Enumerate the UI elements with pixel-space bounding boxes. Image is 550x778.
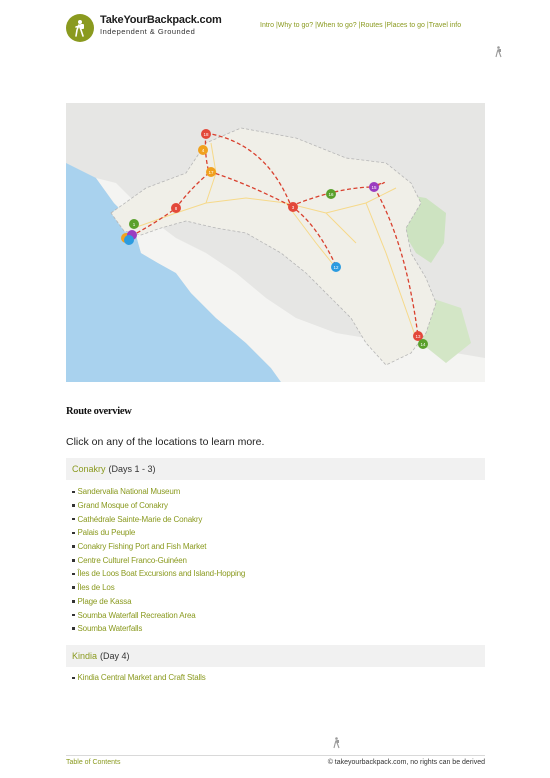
nav-separator: |	[382, 22, 387, 29]
brand-name: TakeYourBackpack.com	[100, 14, 222, 26]
table-of-contents-link[interactable]: Table of Contents	[66, 759, 121, 766]
bullet-icon	[72, 518, 75, 521]
list-item	[72, 581, 245, 595]
location-link-conakry[interactable]: Conakry	[72, 464, 106, 474]
map-marker[interactable]	[369, 182, 379, 192]
list-item	[72, 540, 245, 554]
map-marker[interactable]	[198, 145, 208, 155]
poi-link[interactable]: Centre Culturel Franco-Guinéen	[77, 555, 187, 565]
poi-list-kindia	[72, 671, 206, 685]
section-days: (Days 1 - 3)	[108, 464, 156, 474]
poi-link[interactable]: Plage de Kassa	[77, 596, 132, 606]
hiker-icon	[332, 737, 341, 749]
map-marker[interactable]	[326, 189, 336, 199]
svg-text:4: 4	[201, 148, 205, 153]
list-item	[72, 608, 245, 622]
bullet-icon	[72, 532, 75, 535]
nav-intro[interactable]: Intro	[260, 22, 275, 29]
map-marker[interactable]	[171, 203, 181, 213]
nav-separator: |	[313, 22, 317, 29]
bullet-icon	[72, 677, 75, 680]
svg-text:3: 3	[291, 205, 295, 210]
list-item	[72, 595, 245, 609]
svg-text:1: 1	[132, 222, 136, 227]
nav-separator: |	[424, 22, 429, 29]
route-intro-text: Click on any of the locations to learn more.	[66, 436, 265, 448]
map-marker[interactable]	[288, 202, 298, 212]
section-days: (Day 4)	[100, 651, 130, 661]
footer-copyright: © takeyourbackpack.com, no rights can be derived	[327, 759, 485, 766]
nav-separator: |	[274, 22, 278, 29]
svg-text:8: 8	[174, 206, 178, 211]
hiker-logo-icon	[70, 18, 90, 38]
poi-list-conakry	[72, 485, 245, 636]
map-marker[interactable]	[418, 339, 428, 349]
bullet-icon	[72, 573, 75, 576]
poi-link[interactable]: Soumba Waterfall Recreation Area	[77, 610, 196, 620]
poi-link[interactable]: Îles de Loos Boat Excursions and Island-Hopping	[77, 569, 246, 579]
list-item	[72, 622, 245, 636]
map-marker[interactable]	[331, 262, 341, 272]
poi-link[interactable]: Cathédrale Sainte-Marie de Conakry	[77, 514, 203, 524]
poi-link[interactable]: Sandervalia National Museum	[77, 487, 181, 497]
site-logo[interactable]	[66, 14, 94, 42]
svg-text:14: 14	[420, 342, 426, 347]
nav-places-to-go[interactable]: Places to go	[386, 22, 425, 29]
bullet-icon	[72, 504, 75, 507]
poi-link[interactable]: Îles de Los	[77, 583, 115, 593]
poi-link[interactable]: Grand Mosque of Conakry	[77, 501, 168, 511]
top-navigation	[260, 22, 461, 29]
bullet-icon	[72, 491, 75, 494]
map-marker[interactable]	[201, 129, 211, 139]
route-map-graphic	[66, 103, 485, 382]
list-item	[72, 526, 245, 540]
list-item	[72, 512, 245, 526]
list-item	[72, 567, 245, 581]
bullet-icon	[72, 586, 75, 589]
svg-text:12: 12	[333, 265, 339, 270]
route-overview-heading: Route overview	[66, 406, 132, 417]
brand-tagline: Independent & Grounded	[100, 27, 196, 36]
nav-routes[interactable]: Routes	[360, 22, 383, 29]
nav-why-to-go[interactable]: Why to go?	[277, 22, 314, 29]
svg-text:17: 17	[208, 170, 214, 175]
svg-text:18: 18	[203, 132, 209, 137]
bullet-icon	[72, 614, 75, 617]
poi-link[interactable]: Conakry Fishing Port and Fish Market	[77, 542, 207, 552]
poi-link[interactable]: Palais du Peuple	[77, 528, 136, 538]
section-header-conakry	[66, 458, 485, 480]
section-header-kindia	[66, 645, 485, 667]
bullet-icon	[72, 545, 75, 548]
map-marker[interactable]	[206, 167, 216, 177]
nav-when-to-go[interactable]: When to go?	[316, 22, 357, 29]
bullet-icon	[72, 559, 75, 562]
svg-text:13: 13	[415, 334, 421, 339]
list-item	[72, 485, 245, 499]
nav-separator: |	[356, 22, 361, 29]
poi-link[interactable]: Soumba Waterfalls	[77, 624, 143, 634]
footer-divider	[66, 755, 485, 756]
route-map[interactable]	[66, 103, 485, 382]
poi-link[interactable]: Kindia Central Market and Craft Stalls	[77, 673, 206, 683]
svg-text:16: 16	[328, 192, 334, 197]
svg-text:15: 15	[371, 185, 377, 190]
list-item	[72, 553, 245, 567]
bullet-icon	[72, 600, 75, 603]
hiker-icon	[494, 46, 503, 58]
list-item	[72, 499, 245, 513]
nav-travel-info[interactable]: Travel info	[428, 22, 462, 29]
location-link-kindia[interactable]: Kindia	[72, 651, 98, 661]
bullet-icon	[72, 627, 75, 630]
list-item	[72, 671, 206, 685]
